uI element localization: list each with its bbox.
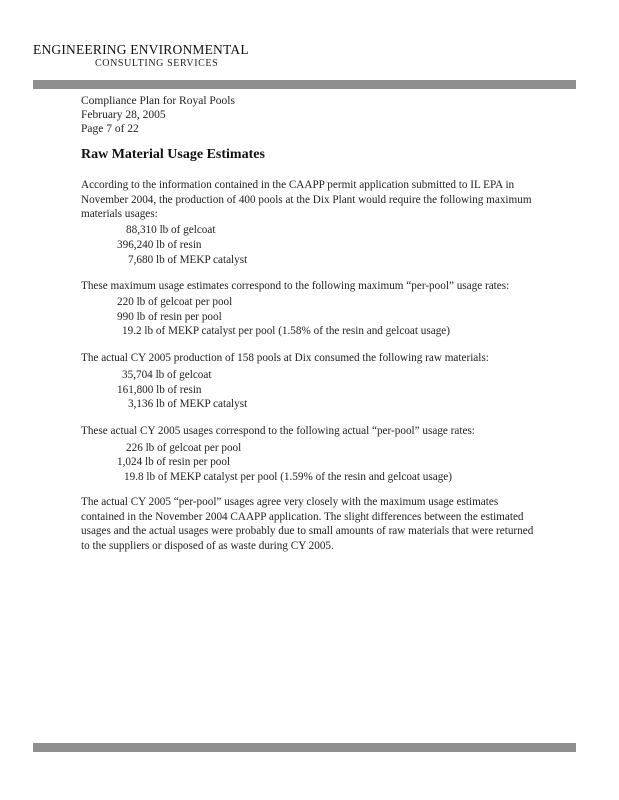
- paragraph-intro: According to the information contained in the CAAPP permit application submitted to IL EPA in November 2004, the production of 400 pools at the Dix Plant would require the following maximum materials usages:: [81, 179, 532, 220]
- list-item: 220 lb of gelcoat per pool: [117, 296, 233, 308]
- list-item: 3,136 lb of MEKP catalyst: [128, 398, 248, 410]
- list-item: 19.2 lb of MEKP catalyst per pool (1.58% of the resin and gelcoat usage): [122, 325, 450, 337]
- list-item: 35,704 lb of gelcoat: [122, 369, 212, 381]
- list-item: 19.8 lb of MEKP catalyst per pool (1.59% of the resin and gelcoat usage): [124, 471, 452, 483]
- list-item: 161,800 lb of resin: [117, 384, 202, 396]
- footer-divider-bar: [33, 743, 576, 752]
- list-item: 396,240 lb of resin: [117, 239, 202, 251]
- list-item: 990 lb of resin per pool: [117, 311, 222, 323]
- paragraph-conclusion: The actual CY 2005 “per-pool” usages agree very closely with the maximum usage estimates contained in the November 2004 CAAPP application. The slight differences between the estimated usages and the actual usages were probably due to small amounts of raw materials that were returned to the suppliers or disposed of as waste during CY 2005.: [81, 496, 534, 552]
- company-subtitle: CONSULTING SERVICES: [95, 58, 219, 69]
- document-date: February 28, 2005: [81, 109, 166, 121]
- list-item: 226 lb of gelcoat per pool: [126, 442, 242, 454]
- paragraph-actual-production: The actual CY 2005 production of 158 pools at Dix consumed the following raw materials:: [81, 352, 489, 364]
- paragraph-actual-per-pool: These actual CY 2005 usages correspond to the following actual “per-pool” usage rates:: [81, 425, 475, 437]
- list-item: 88,310 lb of gelcoat: [126, 224, 216, 236]
- page-number: Page 7 of 22: [81, 123, 139, 135]
- document-title: Compliance Plan for Royal Pools: [81, 95, 235, 107]
- header-divider-bar: [33, 80, 576, 89]
- paragraph-max-per-pool: These maximum usage estimates correspond to the following maximum “per-pool” usage rates:: [81, 280, 510, 292]
- section-heading: Raw Material Usage Estimates: [81, 147, 265, 162]
- list-item: 1,024 lb of resin per pool: [117, 456, 231, 468]
- list-item: 7,680 lb of MEKP catalyst: [128, 254, 248, 266]
- company-name: ENGINEERING ENVIRONMENTAL: [33, 42, 249, 57]
